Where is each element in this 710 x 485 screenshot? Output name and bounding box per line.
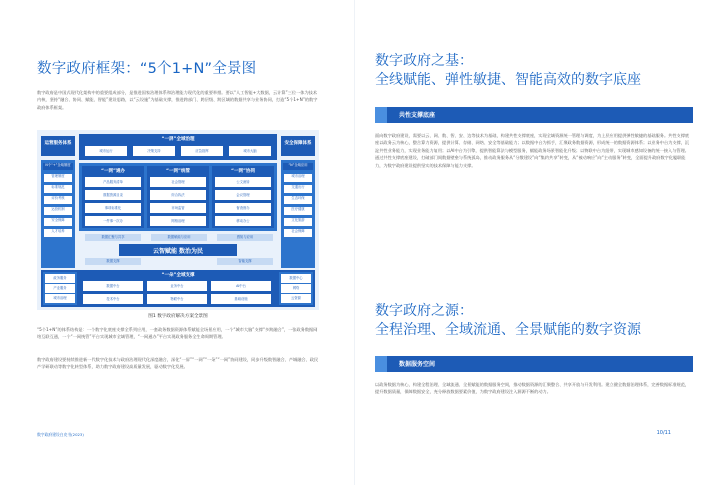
base-support-band [41,270,315,307]
right-list-item: 城市治理 [284,174,312,182]
right-list-title: “N”全域应用 [283,163,313,170]
right-list-item: 社会保障 [284,229,312,237]
group-cell: 综合执法 [150,190,206,200]
top-band-item: 应急指挥 [181,146,223,156]
group-panel [212,166,274,228]
base-item: 技术中台 [83,294,143,304]
group-cell: 数据资源目录 [85,190,141,200]
left-list-item: 评价考核 [44,196,72,204]
section-band-1 [375,107,693,123]
group-title: “一网”通办 [101,169,125,174]
base-item: 业务中台 [147,281,207,291]
left-paragraph-2: 数字政府建设要持续推进新一代数字化技术与政府治理现代化深度融合，深化“一屏”“一网”“一朵”“一网”协同建设，同步升级数智融合、产城融合、政民产学研联动等数字化转型体系，助力数字政府建设高质量发展，驱动数字化发展。 [37,357,319,370]
base-item: AI中台 [211,281,271,291]
left-list-item: 人才培养 [44,229,72,237]
bottom-left-item: 城市治理 [45,294,75,303]
bottom-right-item: 网络 [281,284,311,293]
bottom-right-list [279,272,313,305]
group-cell: 社会管理 [150,177,206,187]
left-list-title: N个“+”全域制度 [43,163,73,170]
group-cell: 事项标准化 [85,203,141,213]
arrow-label-right: 感知与应用 [217,234,273,241]
right-body-1: 面向数字政府建设，需要以云、网、数、智、安、边等技术为基础，构建共性支撑底座，实现全域资源统一管理与调度，为上层应用提供弹性敏捷的基础服务。共性支撑底座以政务云为核心，整合算力资源，提供计算、存储、网络、安全等基础能力；以数据中台为抓手，汇聚政务数据资源，形成统一的数据资源体系；以业务中台为支撑，沉淀共性业务能力，实现业务能力复用；以AI中台为引擎，提供智能算法与模型服务，赋能政务场景智能化升级；以物联中台为纽带，实现城市感知设备的统一接入与管理。通过共性支撑底座建设，打破部门间数据壁垒与系统孤岛，推动政务服务从“分散建设”向“集约共享”转变，从“被动响应”向“主动服务”转变，全面提升政府数字化履职能力，为数字政府建设提供坚实的技术保障与能力支撑。 [375,133,690,168]
left-page-title: 数字政府框架：“5个1+N”全景图 [37,61,257,77]
left-intro-text: 数字政府是中国式现代化架构中的重要组成部分，是推进国家治理体系和治理能力现代化的重要举措。要以“人工智能+大数据，云计算”三位一体为技术内核，坚持“融合、协同、赋能、智能”建设思路，以“云设施”为基础支撑，推进跨部门、跨层级、跨区域的数据共享与业务协同，打造“5个1+N”的数字政府体系框架。 [37,90,318,110]
top-band-item: 城市大脑 [229,146,271,156]
group-cell: 产品服务清单 [85,177,141,187]
arrow-label-middle: 数据赋能与应用 [151,234,207,241]
group-cell: 移动办公 [215,216,271,226]
right-list-item: 医疗健康 [284,207,312,215]
band-accent [375,107,387,123]
middle-groups-panel [79,163,277,231]
right-list-item: 文化旅游 [284,218,312,226]
right-list-item: 生态环保 [284,196,312,204]
right-title-2-line-2: 全程治理、全域流通、全景赋能的数字资源 [375,322,641,338]
figure-caption: 图1 数字政府解决方案全景图 [148,314,208,319]
bottom-left-item: 政务服务 [45,274,75,283]
right-list-panel [281,160,315,268]
top-band-item: 城市运行 [85,146,127,156]
right-title-1-line-1: 数字政府之基： [375,53,473,69]
right-title-1 [375,52,641,90]
arrow-label-left: 数据汇聚与共享 [85,234,141,241]
section-band-1-label: 共性支撑底座 [399,112,436,119]
group-cell: 一件事一次办 [85,216,141,226]
framework-diagram [37,130,319,310]
right-title-2-line-1: 数字政府之源： [375,303,473,319]
bottom-left-list [43,272,77,305]
bottom-right-item: 数据中心 [281,274,311,283]
left-list-item: 标准规范 [44,185,72,193]
security-system: 安全保障体系 [281,136,315,156]
page-number: 10/11 [656,430,671,436]
group-cell: 会议管理 [215,190,271,200]
base-band-title: “一朵”全域支撑 [161,273,195,278]
section-band-2 [375,356,693,372]
right-body-2: 以政务数据为核心，构建全程治理、全域流通、全景赋能的数据服务空间，推动数据资源的汇聚整合、共享开放与开发利用。建立健全数据治理体系，完善数据标准规范，提升数据质量，保障数据安全，充分释放数据要素价值，为数字政府建设注入源源不断的动力。 [375,382,690,395]
top-band-item: 决策支持 [133,146,175,156]
base-item: 基础设施 [211,294,271,304]
left-paragraph-1: “5个1+N”的体系结构是：一个数字化底座支撑全系列应用，一套政务数据资源体系赋能全场景应用，一个“城市大脑”支撑“多跨融合”，一张政务数据网络互联互通，一个“一网统管”平台实现城市全域管理，“一网通办”平台实现政务服务全生命周期管理。 [37,327,318,340]
top-governance-band [79,134,277,160]
left-list-item: 运营机制 [44,207,72,215]
data-support-label: 数据支撑 [85,258,141,265]
group-cell: 公文流转 [215,177,271,187]
group-title: “一网”协同 [231,169,255,174]
right-list-item: 交通出行 [284,185,312,193]
left-list-item: 管理制度 [44,174,72,182]
band-accent [375,356,387,372]
base-item: 物联中台 [147,294,207,304]
group-panel [82,166,144,228]
left-list-item: 安全保障 [44,218,72,226]
cloud-empower-bar: 云智赋能 数治为民 [119,244,237,256]
group-panel [147,166,209,228]
section-band-2-label: 数据服务空间 [399,361,436,368]
right-page [355,0,710,485]
top-band-title: “一屏”全域治理 [161,137,195,142]
left-list-panel [41,160,75,268]
group-title: “一网”统管 [166,169,190,174]
right-title-1-line-2: 全线赋能、弹性敏捷、智能高效的数字底座 [375,72,641,88]
right-title-2 [375,302,641,340]
group-cell: 督查督办 [215,203,271,213]
ops-service-system: 运营服务体系 [41,136,75,156]
bottom-left-item: 产业服务 [45,284,75,293]
left-footer: 数字政府建设白皮书(2023) [37,432,84,437]
group-cell: 市场监管 [150,203,206,213]
bottom-right-item: 云资源 [281,294,311,303]
intelligence-support-label: 智能支撑 [217,258,273,265]
base-item: 数据中台 [83,281,143,291]
group-cell: 网格治理 [150,216,206,226]
